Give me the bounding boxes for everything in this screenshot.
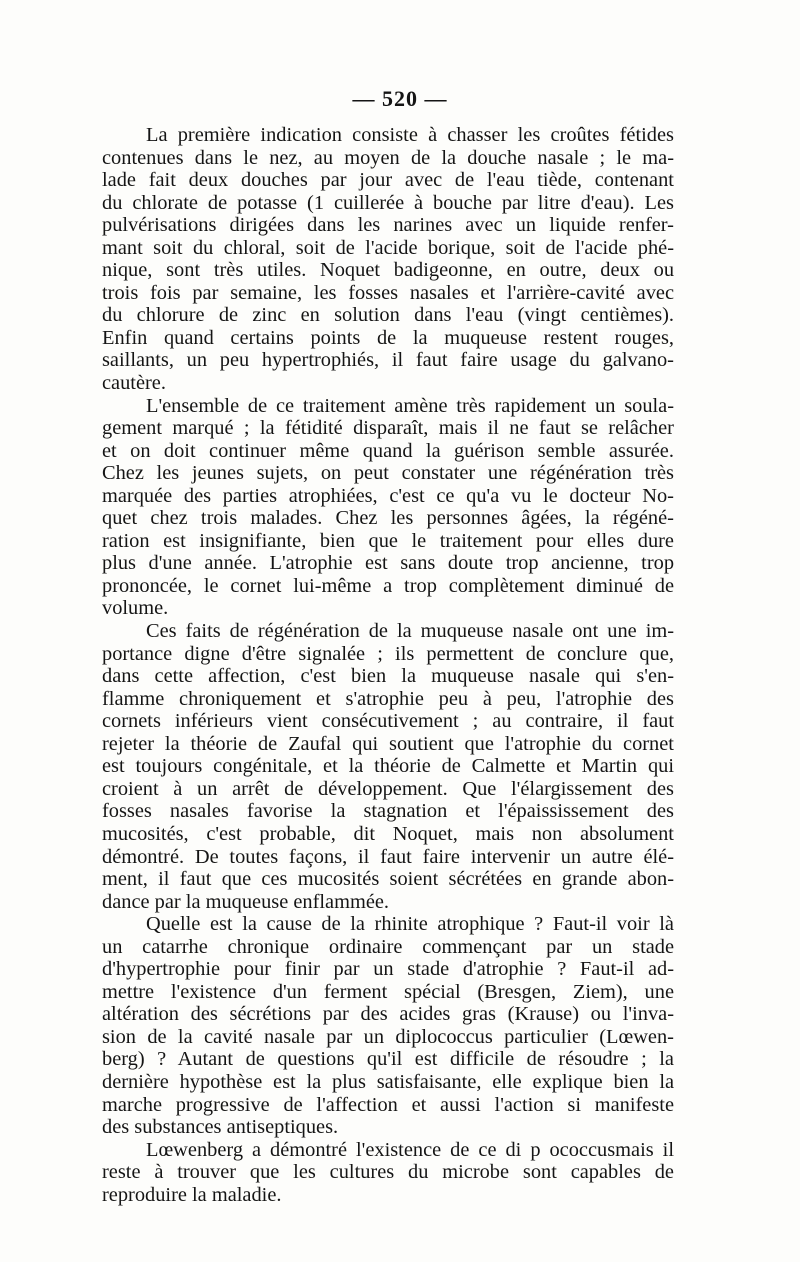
text-line: reproduire la maladie. [102,1183,282,1206]
text-line: quet chez trois malades. Chez les personnes âgées, la régéné- [102,507,674,530]
text-line: reste à trouver que les cultures du microbe sont capables de [102,1161,674,1184]
text-line: est toujours congénitale, et la théorie de Calmette et Martin qui [102,755,674,778]
text-line: pulvérisations dirigées dans les narines avec un liquide renfer- [102,214,674,237]
text-line: mettre l'existence d'un ferment spécial (Bresgen, Ziem), une [102,980,674,1003]
text-line: des substances antiseptiques. [102,1116,339,1139]
text-line: un catarrhe chronique ordinaire commençant par un stade [102,935,674,958]
text-line: lade fait deux douches par jour avec de l'eau tiède, contenant [102,169,674,192]
text-line: démontré. De toutes façons, il faut faire intervenir un autre élé- [102,845,674,868]
text-line: fosses nasales favorise la stagnation et l'épaississement des [102,800,674,823]
text-line: marquée des parties atrophiées, c'est ce qu'a vu le docteur No- [102,484,674,507]
text-line: Lœwenberg a démontré l'existence de ce di p ococcusmais il [146,1138,674,1161]
text-line: berg) ? Autant de questions qu'il est difficile de résoudre ; la [102,1048,674,1071]
page-number: — 520 — [352,86,448,111]
text-line: rejeter la théorie de Zaufal qui soutient que l'atrophie du cornet [102,732,674,755]
text-line: dance par la muqueuse enflammée. [102,890,390,913]
text-line: cornets inférieurs vient consécutivement ; au contraire, il faut [102,710,674,733]
text-line: La première indication consiste à chasser les croûtes fétides [146,124,674,146]
text-line: mant soit du chloral, soit de l'acide borique, soit de l'acide phé- [102,236,674,259]
text-line: flamme chroniquement et s'atrophie peu à peu, l'atrophie des [102,687,674,710]
text-line: dans cette affection, c'est bien la muqueuse nasale qui s'en- [102,665,674,688]
text-line: Enfin quand certains points de la muqueuse restent rouges, [102,326,674,349]
text-line: mucosités, c'est probable, dit Noquet, mais non absolument [102,822,674,845]
paragraph [102,1139,674,1207]
text-line: gement marqué ; la fétidité disparaît, mais il ne faut se relâcher [102,417,674,440]
body-text [102,124,674,1206]
text-line: et on doit continuer même quand la guérison semble assurée. [102,439,674,462]
text-line: trois fois par semaine, les fosses nasales et l'arrière-cavité avec [102,281,674,304]
text-line: ration est insignifiante, bien que le traitement pour elles dure [102,529,674,552]
text-line: cautère. [102,372,166,395]
text-line: sion de la cavité nasale par un diplococcus particulier (Lœwen- [102,1025,674,1048]
text-line: volume. [102,597,169,620]
text-line: plus d'une année. L'atrophie est sans doute trop ancienne, trop [102,552,674,575]
text-line: ment, il faut que ces mucosités soient sécrétées en grande abon- [102,868,674,891]
text-line: Ces faits de régénération de la muqueuse nasale ont une im- [146,620,674,643]
text-line: dernière hypothèse est la plus satisfaisante, elle explique bien la [102,1070,674,1093]
text-line: du chlorate de potasse (1 cuillerée à bouche par litre d'eau). Les [102,191,674,214]
text-line: saillants, un peu hypertrophiés, il faut faire usage du galvano- [102,349,674,372]
paragraph [102,620,674,913]
text-line: Quelle est la cause de la rhinite atrophique ? Faut-il voir là [146,913,674,936]
paragraph [102,395,674,620]
text-line: d'hypertrophie pour finir par un stade d'atrophie ? Faut-il ad- [102,958,674,981]
paragraph [102,913,674,1138]
text-line: Chez les jeunes sujets, on peut constater une régénération très [102,462,674,485]
text-line: marche progressive de l'affection et aussi l'action si manifeste [102,1093,674,1116]
text-line: prononcée, le cornet lui-même a trop complètement diminué de [102,574,674,597]
text-line: portance digne d'être signalée ; ils permettent de conclure que, [102,642,674,665]
text-line: croient à un arrêt de développement. Que l'élargissement des [102,777,674,800]
text-line: altération des sécrétions par des acides gras (Krause) ou l'inva- [102,1003,674,1026]
text-line: du chlorure de zinc en solution dans l'eau (vingt centièmes). [102,304,674,327]
paragraph [102,124,674,395]
text-line: contenues dans le nez, au moyen de la douche nasale ; le ma- [102,146,674,169]
text-line: L'ensemble de ce traitement amène très rapidement un soula- [146,394,674,417]
text-line: nique, sont très utiles. Noquet badigeonne, en outre, deux ou [102,259,674,282]
